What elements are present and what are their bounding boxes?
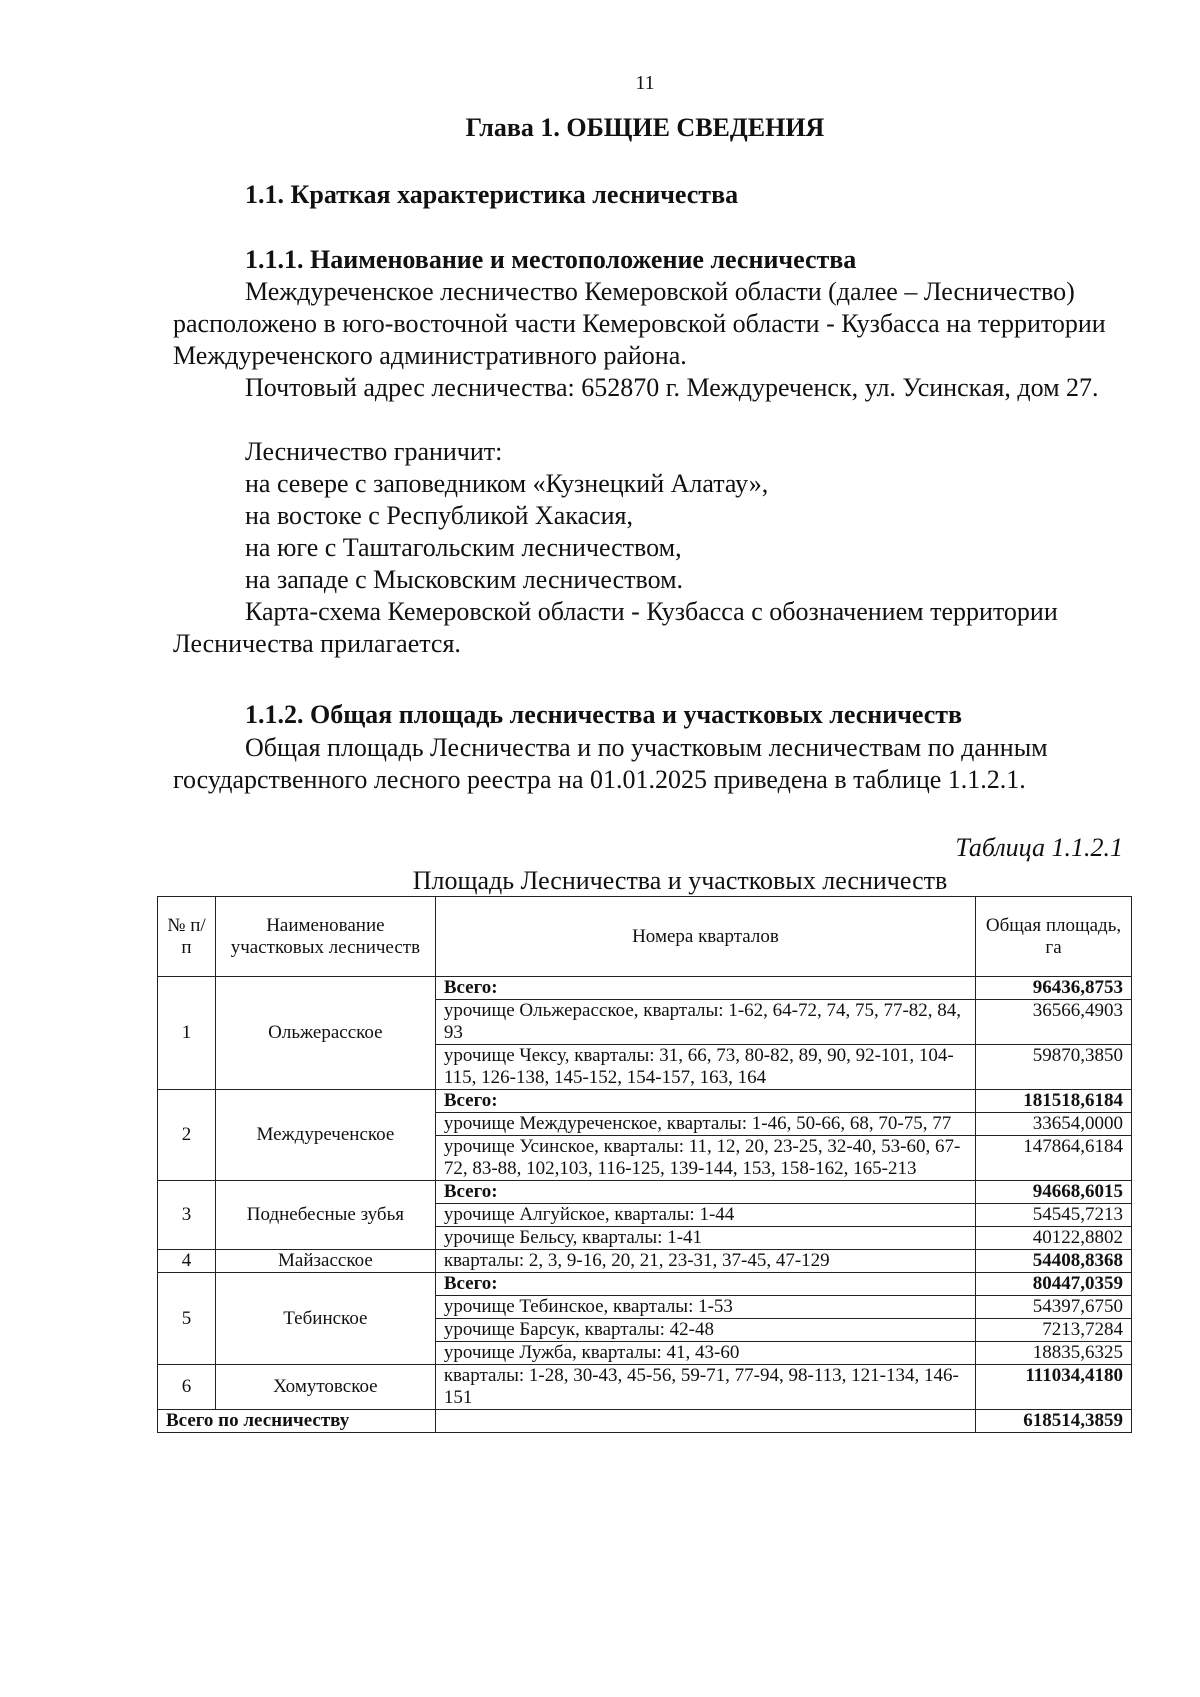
area-cell: 7213,7284 xyxy=(976,1319,1132,1342)
group-total-label: Всего: xyxy=(435,977,975,1000)
table-row xyxy=(158,1365,1132,1410)
subsection1-para3: Карта-схема Кемеровской области - Кузбасса с обозначением территории Лесничества прилагается. xyxy=(173,597,1058,658)
area-cell: 147864,6184 xyxy=(976,1136,1132,1181)
group-total: 94668,6015 xyxy=(976,1181,1132,1204)
table-row xyxy=(158,1273,1132,1296)
group-num: 3 xyxy=(158,1181,216,1250)
area-cell: 36566,4903 xyxy=(976,1000,1132,1045)
quarters-cell: урочище Усинское, кварталы: 11, 12, 20, 23-25, 32-40, 53-60, 67-72, 83-88, 102,103, 116-125, 139-144, 153, 158-162, 165-213 xyxy=(435,1136,975,1181)
area-table xyxy=(157,896,1132,1433)
area-cell: 54397,6750 xyxy=(976,1296,1132,1319)
group-total: 96436,8753 xyxy=(976,977,1132,1000)
border-east: на востоке с Республикой Хакасия, xyxy=(245,501,633,530)
quarters-cell: урочище Чексу, кварталы: 31, 66, 73, 80-82, 89, 90, 92-101, 104-115, 126-138, 145-152, 154-157, 163, 164 xyxy=(435,1045,975,1090)
grand-total-value: 618514,3859 xyxy=(976,1410,1132,1433)
group-name: Тебинское xyxy=(215,1273,435,1365)
quarters-cell: урочище Тебинское, кварталы: 1-53 xyxy=(435,1296,975,1319)
group-name: Майзасское xyxy=(215,1250,435,1273)
table-row xyxy=(158,977,1132,1000)
border-north: на севере с заповедником «Кузнецкий Алатау», xyxy=(245,469,769,498)
group-num: 2 xyxy=(158,1090,216,1181)
subsection2-title: 1.1.2. Общая площадь лесничества и участковых лесничеств xyxy=(245,700,963,729)
group-num: 5 xyxy=(158,1273,216,1365)
group-total-label: Всего: xyxy=(435,1181,975,1204)
table-row xyxy=(158,1090,1132,1113)
borders-intro: Лесничество граничит: xyxy=(245,437,503,466)
table-caption: Таблица 1.1.2.1 xyxy=(955,833,1123,862)
group-num: 6 xyxy=(158,1365,216,1410)
group-total: 80447,0359 xyxy=(976,1273,1132,1296)
quarters-cell: урочище Междуреченское, кварталы: 1-46, 50-66, 68, 70-75, 77 xyxy=(435,1113,975,1136)
grand-total-label: Всего по лесничеству xyxy=(158,1410,436,1433)
group-name: Поднебесные зубья xyxy=(215,1181,435,1250)
grand-total-row xyxy=(158,1410,1132,1433)
group-name: Хомутовское xyxy=(215,1365,435,1410)
quarters-cell: урочище Бельсу, кварталы: 1-41 xyxy=(435,1227,975,1250)
subsection1-para2: Почтовый адрес лесничества: 652870 г. Междуреченск, ул. Усинская, дом 27. xyxy=(245,373,1099,402)
quarters-cell: урочище Ольжерасское, кварталы: 1-62, 64-72, 74, 75, 77-82, 84, 93 xyxy=(435,1000,975,1045)
quarters-cell: урочище Барсук, кварталы: 42-48 xyxy=(435,1319,975,1342)
header-num: № п/п xyxy=(158,897,216,977)
area-cell: 18835,6325 xyxy=(976,1342,1132,1365)
subsection2-para1: Общая площадь Лесничества и по участковым лесничествам по данным государственного лесного реестра на 01.01.2025 приведена в таблице 1.1.2.1. xyxy=(173,733,1048,794)
border-west: на западе с Мысковским лесничеством. xyxy=(245,565,684,594)
area-cell: 59870,3850 xyxy=(976,1045,1132,1090)
quarters-cell: кварталы: 2, 3, 9-16, 20, 21, 23-31, 37-45, 47-129 xyxy=(435,1250,975,1273)
table-header-row xyxy=(158,897,1132,977)
group-name: Междуреченское xyxy=(215,1090,435,1181)
group-name: Ольжерасское xyxy=(215,977,435,1090)
border-south: на юге с Таштагольским лесничеством, xyxy=(245,533,682,562)
subsection1-para1: Междуреченское лесничество Кемеровской области (далее – Лесничество) расположено в юго-восточной части Кемеровской области - Кузбасса на территории Междуреченского административного района. xyxy=(173,277,1106,370)
group-total-label: Всего: xyxy=(435,1273,975,1296)
area-cell: 54545,7213 xyxy=(976,1204,1132,1227)
area-cell: 54408,8368 xyxy=(976,1250,1132,1273)
group-total: 181518,6184 xyxy=(976,1090,1132,1113)
grand-total-spacer xyxy=(435,1410,975,1433)
header-area: Общая площадь, га xyxy=(976,897,1132,977)
header-name: Наименование участковых лесничеств xyxy=(215,897,435,977)
header-quarters: Номера кварталов xyxy=(435,897,975,977)
table-title: Площадь Лесничества и участковых лесничеств xyxy=(412,866,948,895)
section-title: 1.1. Краткая характеристика лесничества xyxy=(245,180,739,209)
chapter-title: Глава 1. ОБЩИЕ СВЕДЕНИЯ xyxy=(465,113,825,142)
group-total-label: Всего: xyxy=(435,1090,975,1113)
group-num: 1 xyxy=(158,977,216,1090)
page-number: 11 xyxy=(635,72,655,94)
subsection1-title: 1.1.1. Наименование и местоположение лесничества xyxy=(245,245,857,274)
quarters-cell: урочище Лужба, кварталы: 41, 43-60 xyxy=(435,1342,975,1365)
area-cell: 33654,0000 xyxy=(976,1113,1132,1136)
quarters-cell: урочище Алгуйское, кварталы: 1-44 xyxy=(435,1204,975,1227)
quarters-cell: кварталы: 1-28, 30-43, 45-56, 59-71, 77-94, 98-113, 121-134, 146-151 xyxy=(435,1365,975,1410)
group-num: 4 xyxy=(158,1250,216,1273)
table-row xyxy=(158,1181,1132,1204)
area-cell: 40122,8802 xyxy=(976,1227,1132,1250)
area-cell: 111034,4180 xyxy=(976,1365,1132,1410)
table-row xyxy=(158,1250,1132,1273)
